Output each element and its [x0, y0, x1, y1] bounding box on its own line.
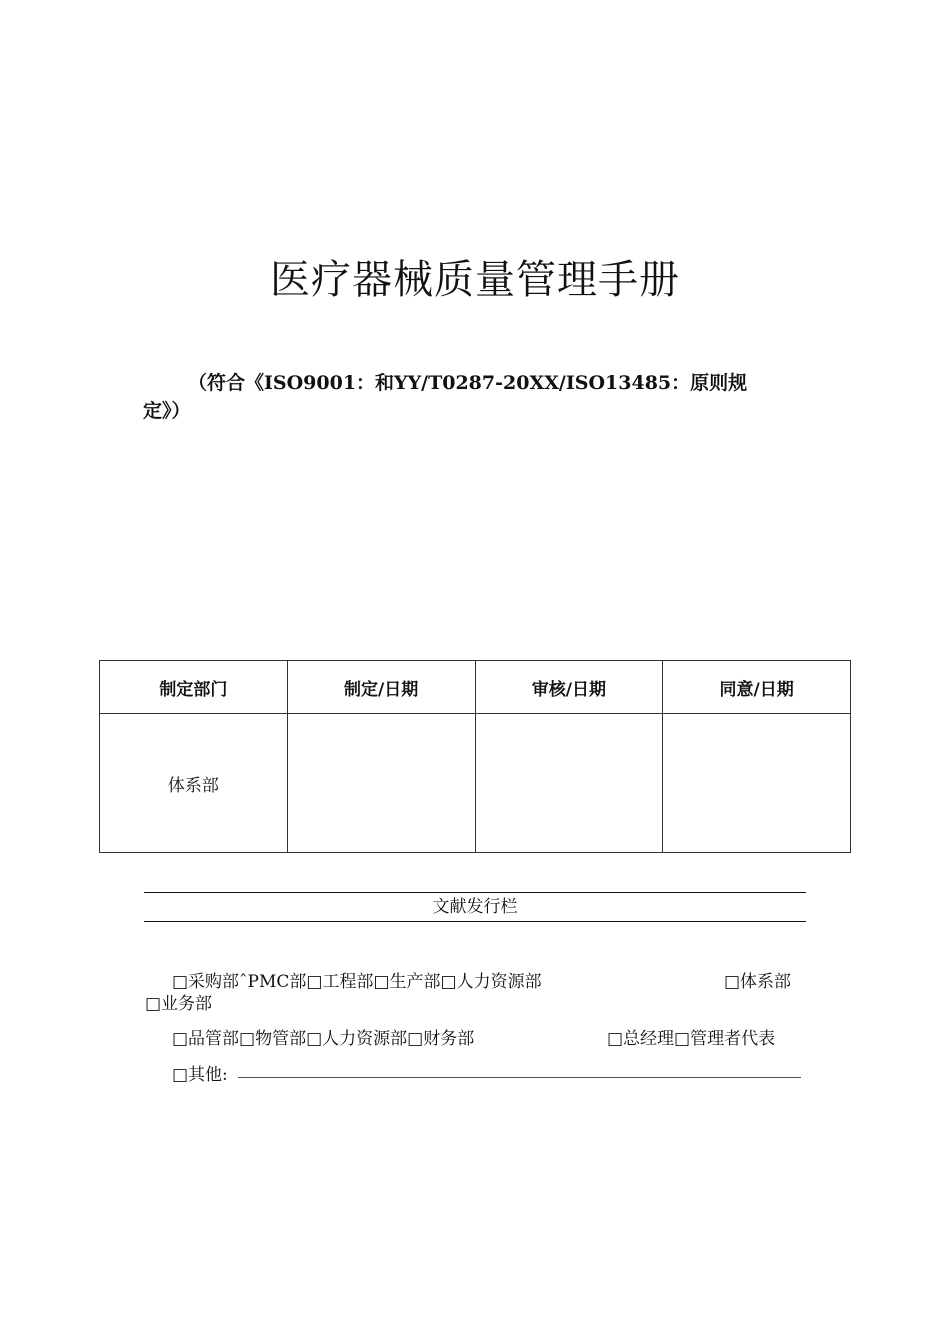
- cell-prepared-date: [287, 714, 475, 853]
- distribution-other-label: □其他:: [172, 1065, 228, 1085]
- cell-approved-date: [663, 714, 851, 853]
- distribution-line1-right: □体系部: [724, 972, 792, 992]
- distribution-line2-right: □总经理□管理者代表: [607, 1029, 776, 1049]
- approval-data-row: [100, 714, 851, 853]
- distribution-title: 文献发行栏: [144, 892, 806, 922]
- distribution-line2-left: □品管部□物管部□人力资源部□财务部: [172, 1029, 475, 1049]
- distribution-line1-wrap: □业务部: [145, 994, 213, 1014]
- header-approved-date: 同意/日期: [663, 661, 851, 714]
- approval-table: [99, 660, 851, 853]
- header-prepared-date: 制定/日期: [287, 661, 475, 714]
- approval-header-row: [100, 661, 851, 714]
- header-reviewed-date: 审核/日期: [475, 661, 663, 714]
- cell-reviewed-date: [475, 714, 663, 853]
- distribution-line1-left: □采购部ˆPMC部□工程部□生产部□人力资源部: [172, 972, 542, 992]
- other-fill-line: [238, 1077, 801, 1078]
- document-title: 医疗器械质量管理手册: [270, 257, 680, 303]
- document-subtitle: （符合《ISO9001：和YY/T0287-20XX/ISO13485：原则规定》）: [143, 372, 748, 422]
- cell-department: 体系部: [100, 714, 288, 853]
- header-department: 制定部门: [100, 661, 288, 714]
